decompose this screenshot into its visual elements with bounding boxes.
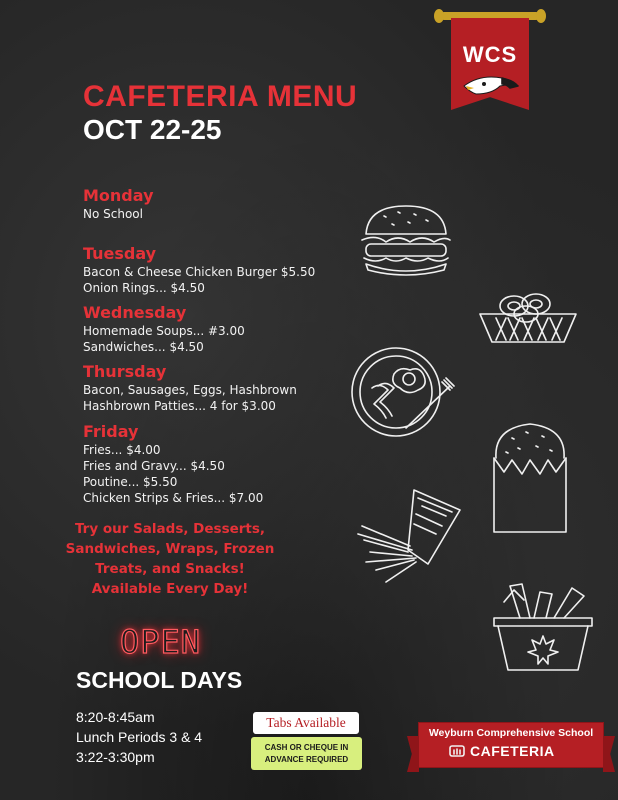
- menu-item: Hashbrown Patties... 4 for $3.00: [83, 399, 276, 413]
- page-title: CAFETERIA MENU: [83, 80, 358, 113]
- menu-item: Fries... $4.00: [83, 443, 161, 457]
- menu-item: Chicken Strips & Fries... $7.00: [83, 491, 264, 505]
- promo-line: Sandwiches, Wraps, Frozen: [65, 541, 275, 557]
- day-name: Friday: [83, 422, 139, 441]
- hours-line: 3:22-3:30pm: [76, 749, 155, 765]
- payment-line: ADVANCE REQUIRED: [264, 755, 349, 764]
- onion-rings-icon: [476, 284, 580, 346]
- menu-day-tuesday: [83, 244, 315, 296]
- payment-methods-badge: [251, 737, 362, 770]
- promo-line: Treats, and Snacks!: [95, 561, 245, 577]
- menu-day-friday: [83, 422, 263, 506]
- menu-item: Bacon, Sausages, Eggs, Hashbrown: [83, 383, 297, 397]
- promo-line: Available Every Day!: [91, 581, 249, 597]
- menu-item: Homemade Soups... #3.00: [83, 324, 245, 338]
- food-basket-icon: [490, 578, 596, 672]
- menu-day-monday: [83, 186, 154, 222]
- hours-list: [76, 707, 202, 767]
- day-name: Tuesday: [83, 244, 157, 263]
- day-name: Thursday: [83, 362, 167, 381]
- wcs-badge-text: WCS: [462, 42, 518, 67]
- footer-school-name: Weyburn Comprehensive School: [428, 727, 594, 739]
- fries-icon: [356, 484, 466, 590]
- eagle-icon: [462, 72, 520, 98]
- menu-item: Fries and Gravy... $4.50: [83, 459, 225, 473]
- date-range: OCT 22-25: [83, 114, 222, 145]
- payment-line: CASH OR CHEQUE IN: [264, 743, 349, 752]
- menu-day-thursday: [83, 362, 297, 414]
- breakfast-plate-icon: [348, 344, 460, 442]
- menu-item: Onion Rings... $4.50: [83, 281, 205, 295]
- menu-day-wednesday: [83, 303, 245, 355]
- tabs-available-badge: Tabs Available: [253, 712, 359, 734]
- hours-line: Lunch Periods 3 & 4: [76, 729, 203, 745]
- menu-item: No School: [83, 207, 143, 221]
- promo-text: [50, 519, 290, 599]
- burger-icon: [356, 200, 456, 280]
- menu-item: Poutine... $5.50: [83, 475, 178, 489]
- hours-line: 8:20-8:45am: [76, 709, 155, 725]
- cafeteria-icon: [448, 743, 466, 759]
- footer-cafeteria-label: CAFETERIA: [470, 743, 555, 759]
- open-neon-sign: OPEN: [120, 623, 202, 661]
- day-name: Wednesday: [83, 303, 187, 322]
- school-days-heading: SCHOOL DAYS: [76, 667, 243, 693]
- menu-item: Sandwiches... $4.50: [83, 340, 204, 354]
- menu-item: Bacon & Cheese Chicken Burger $5.50: [83, 265, 316, 279]
- footer-ribbon-end-right: [603, 736, 615, 772]
- wrap-icon: [490, 418, 570, 538]
- promo-line: Try our Salads, Desserts,: [74, 521, 266, 537]
- day-name: Monday: [83, 186, 154, 205]
